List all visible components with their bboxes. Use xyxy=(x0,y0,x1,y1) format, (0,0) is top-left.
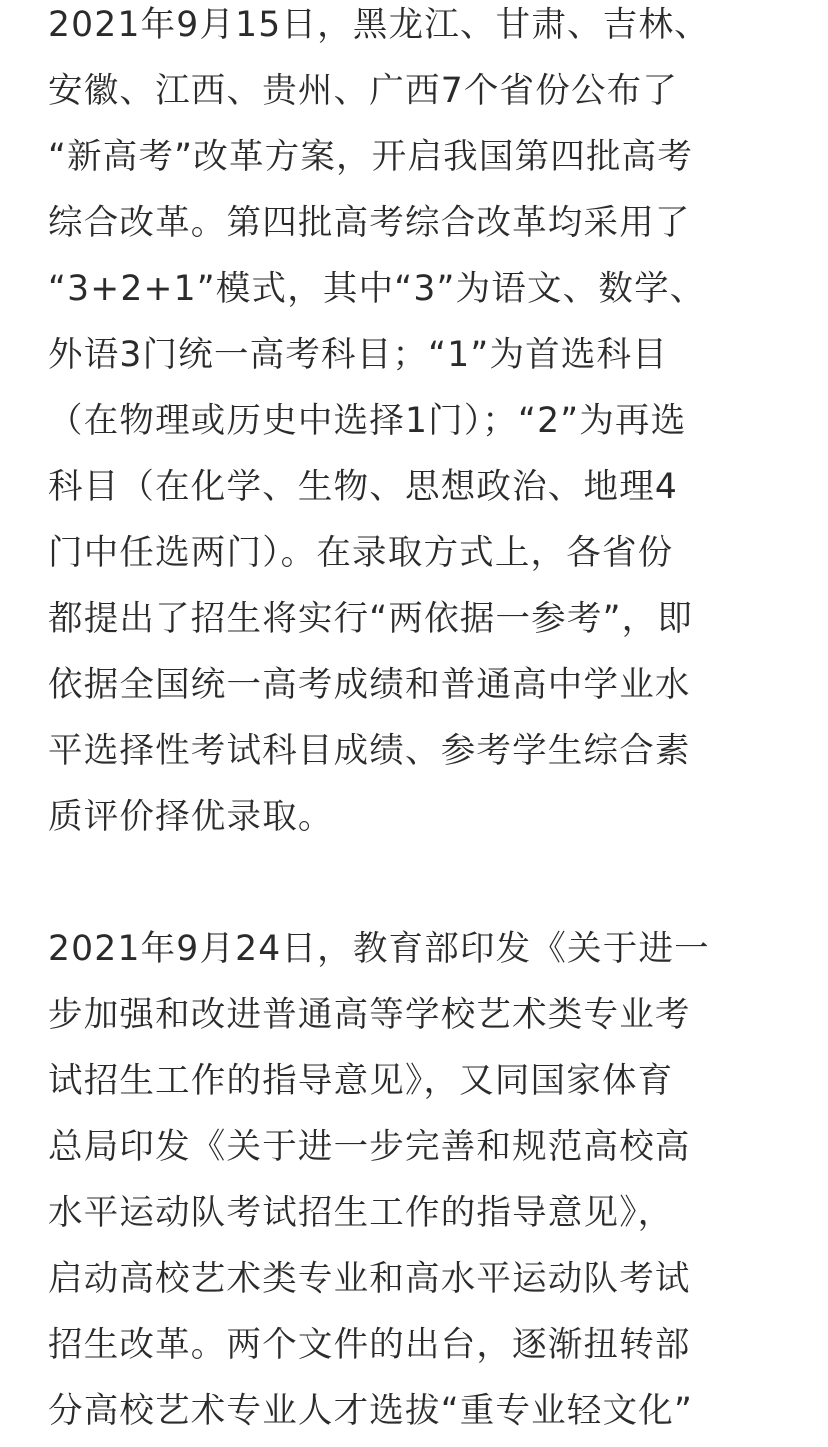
paragraph-line: 启动高校艺术类专业和高水平运动队考试 xyxy=(48,1259,691,1299)
paragraph-line: 都提出了招生将实行“两依据一参考”，即 xyxy=(48,599,694,639)
paragraph-line: 质评价择优录取。 xyxy=(48,797,334,837)
paragraph-line: 步加强和改进普通高等学校艺术类专业考 xyxy=(48,995,691,1035)
paragraph-line: 分高校艺术专业人才选拔“重专业轻文化” xyxy=(48,1391,694,1431)
paragraph-line: 试招生工作的指导意见》，又同国家体育 xyxy=(48,1061,674,1101)
paragraph-line: 外语3门统一高考科目；“1”为首选科目 xyxy=(48,335,668,375)
paragraph-line: 综合改革。第四批高考综合改革均采用了 xyxy=(48,203,691,243)
paragraph-line: 安徽、江西、贵州、广西7个省份公布了 xyxy=(48,71,679,111)
paragraph-line: “新高考”改革方案，开启我国第四批高考 xyxy=(48,137,694,177)
paragraph-line: 水平运动队考试招生工作的指导意见》， xyxy=(48,1193,674,1233)
paragraph-line: （在物理或历史中选择1门）；“2”为再选 xyxy=(48,401,687,441)
paragraph-line: 科目（在化学、生物、思想政治、地理4 xyxy=(48,467,679,507)
paragraph-line: 平选择性考试科目成绩、参考学生综合素 xyxy=(48,731,691,771)
paragraph-line: 2021年9月24日，教育部印发《关于进一 xyxy=(48,929,710,969)
paragraph-line: 2021年9月15日，黑龙江、甘肃、吉林、 xyxy=(48,5,710,45)
paragraph-line: 总局印发《关于进一步完善和规范高校高 xyxy=(48,1127,691,1167)
paragraph-line: 依据全国统一高考成绩和普通高中学业水 xyxy=(48,665,691,705)
paragraph-line: 门中任选两门）。在录取方式上，各省份 xyxy=(48,533,674,573)
paragraph-line: “3+2+1”模式，其中“3”为语文、数学、 xyxy=(48,269,706,309)
paragraph-line: 招生改革。两个文件的出台，逐渐扭转部 xyxy=(48,1325,691,1365)
